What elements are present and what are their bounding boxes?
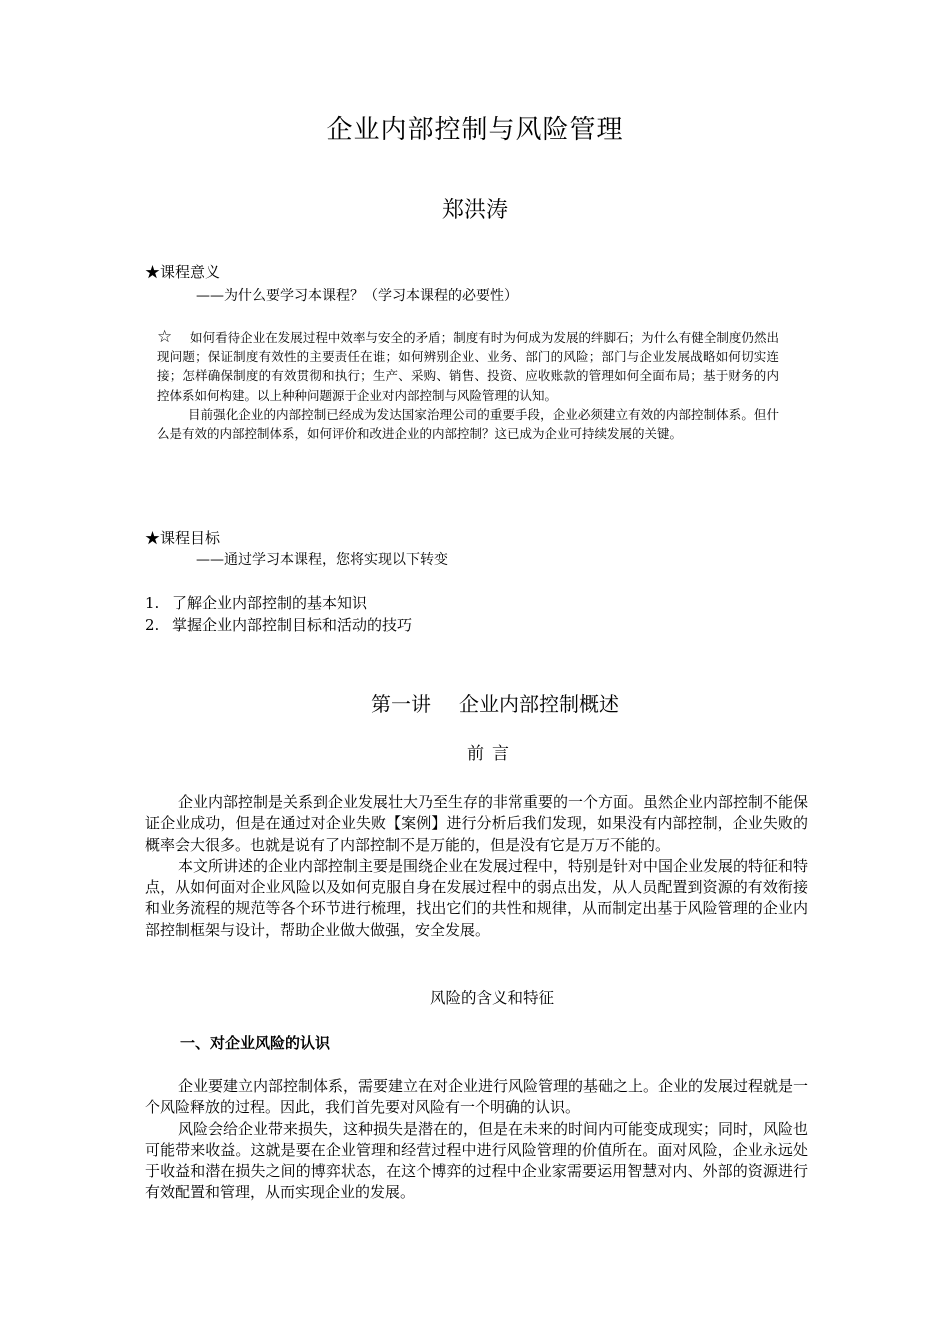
list-item: [145, 592, 412, 614]
risk-body: [145, 1076, 808, 1204]
risk-paragraph-1: 企业要建立内部控制体系，需要建立在对企业进行风险管理的基础之上。企业的发展过程就是一个风险释放的过程。因此，我们首先要对风险有一个明确的认识。: [145, 1077, 809, 1117]
goals-list: [145, 592, 412, 636]
preface-heading: 前言: [467, 744, 517, 764]
preface-paragraph-2: 本文所讲述的企业内部控制主要是围绕企业在发展过程中，特别是针对中国企业发展的特征和特点，从如何面对企业风险以及如何克服自身在发展过程中的弱点出发，从人员配置到资源的有效衔接和业务流程的规范等各个环节进行梳理，找出它们的共性和规律，从而制定出基于风险管理的企业内部控制框架与设计，帮助企业做大做强，安全发展。: [145, 856, 809, 939]
significance-text-block: [157, 328, 779, 443]
goals-subheading: ——通过学习本课程，您将实现以下转变: [196, 552, 448, 568]
author-name: 郑洪涛: [441, 198, 508, 223]
preface-body: [145, 792, 808, 941]
significance-paragraph-2: 目前强化企业的内部控制已经成为发达国家治理公司的重要手段，企业必须建立有效的内部控制体系。但什么是有效的内部控制体系，如何评价和改进企业的内部控制？这已成为企业可持续发展的关键。: [157, 406, 779, 442]
risk-paragraph-2: 风险会给企业带来损失，这种损失是潜在的，但是在未来的时间内可能变成现实；同时，风险也可能带来收益。这就是要在企业管理和经营过程中进行风险管理的价值所在。面对风险，企业永远处于收益和潜在损失之间的博弈状态，在这个博弈的过程中企业家需要运用智慧对内、外部的资源进行有效配置和管理，从而实现企业的发展。: [145, 1119, 809, 1202]
lecture-heading: [0, 690, 950, 718]
list-item: [145, 614, 412, 636]
section-title: 风险的含义和特征: [429, 989, 554, 1007]
list-item-text: 掌握企业内部控制目标和活动的技巧: [172, 616, 413, 634]
list-item-number: 2.: [145, 616, 160, 634]
lecture-number: 第一讲: [371, 692, 431, 716]
significance-subheading: ——为什么要学习本课程？（学习本课程的必要性）: [196, 288, 518, 304]
significance-heading: ★课程意义: [145, 263, 221, 281]
preface-paragraph-1: 企业内部控制是关系到企业发展壮大乃至生存的非常重要的一个方面。虽然企业内部控制不能保证企业成功，但是在通过对企业失败【案例】进行分析后我们发现，如果没有内部控制，企业失败的概率会大很多。也就是说有了内部控制不是万能的，但是没有它是万万不能的。: [145, 793, 809, 854]
lecture-title: 企业内部控制概述: [459, 692, 619, 716]
significance-paragraph-1: [157, 328, 779, 405]
subsection-title: 一、对企业风险的认识: [180, 1034, 331, 1052]
significance-paragraph-1-text: 如何看待企业在发展过程中效率与安全的矛盾；制度有时为何成为发展的绊脚石；为什么有健全制度仍然出现问题；保证制度有效性的主要责任在谁；如何辨别企业、业务、部门的风险；部门与企业发展战略如何切实连接；怎样确保制度的有效贯彻和执行；生产、采购、销售、投资、应收账款的管理如何全面布局；基于财务的内控体系如何构建。以上种种问题源于企业对内部控制与风险管理的认知。: [157, 330, 779, 403]
list-item-text: 了解企业内部控制的基本知识: [172, 594, 368, 612]
list-item-number: 1.: [145, 594, 160, 612]
goals-heading: ★课程目标: [145, 529, 221, 547]
hollow-star-icon: ☆: [157, 327, 173, 347]
document-title: 企业内部控制与风险管理: [326, 115, 624, 145]
